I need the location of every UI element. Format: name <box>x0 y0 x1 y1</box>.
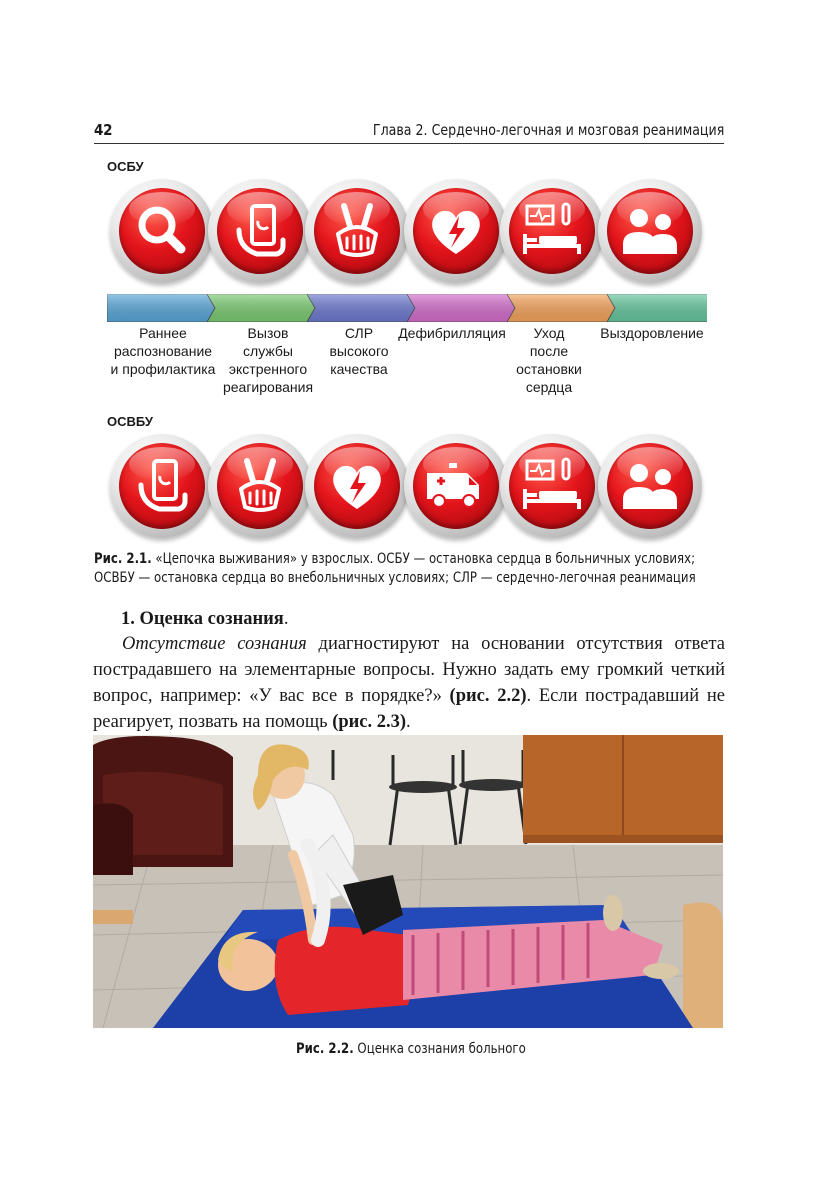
caption-text: «Цепочка выживания» у взрослых. ОСБУ — остановка сердца в больничных условиях; <box>151 551 696 567</box>
step-label-post-arrest-care: Уход после остановки сердца <box>516 325 582 395</box>
figure-caption-2-1-line1 <box>94 551 695 567</box>
chain-of-survival-arrow-band <box>107 294 707 322</box>
magnifier-icon <box>110 179 214 283</box>
band-segment-shine <box>107 294 215 322</box>
page-number: 42 <box>94 121 113 139</box>
italic-term: Отсутствие сознания <box>122 634 307 654</box>
figure-reference-link[interactable]: (рис. 2.3) <box>332 712 407 732</box>
figure-caption-2-1-line2: ОСВБУ — остановка сердца во внебольничных условиях; СЛР — сердечно-легочная реанимация <box>94 570 696 586</box>
band-segment-shine <box>207 294 315 322</box>
step-label-defibrillation: Дефибрилляция <box>398 325 506 341</box>
group-label-osvbu: ОСВБУ <box>107 414 153 429</box>
step-label-call-emergency: Вызов службы экстренного реагирования <box>222 325 314 395</box>
figure-label: Рис. 2.2. <box>296 1041 354 1057</box>
band-segment-shine <box>607 294 707 322</box>
hospital-bed-monitor-icon <box>500 434 604 538</box>
heading-period: . <box>283 609 289 629</box>
band-segment-shine <box>407 294 515 322</box>
heart-defibrillation-icon <box>404 179 508 283</box>
step-label-early-recognition: Раннее распознование и профилактика <box>110 325 216 377</box>
step-label-recovery: Выздоровление <box>600 325 704 341</box>
para-text-3: . <box>406 712 411 732</box>
people-group-icon <box>598 179 702 283</box>
hospital-bed-monitor-icon <box>500 179 604 283</box>
header-rule <box>94 143 724 144</box>
cpr-hands-icon <box>305 179 409 283</box>
band-segment-shine <box>507 294 615 322</box>
phone-in-hand-icon <box>208 179 312 283</box>
phone-in-hand-icon <box>110 434 214 538</box>
photo-consciousness-assessment <box>93 735 723 1028</box>
para-text-1: диагностируют на основании отсутствия ответа пострадавшего на элементарные вопросы. Нужно задать ему громкий четкий вопрос, например: «У вас все в порядке?» <box>93 634 725 706</box>
body-paragraph <box>93 631 725 735</box>
people-group-icon <box>598 434 702 538</box>
para-text-2: . Если пострадавший не реагирует, позвать на помощь <box>93 686 726 732</box>
heart-defibrillation-icon <box>305 434 409 538</box>
figure-label: Рис. 2.1. <box>94 551 152 567</box>
ambulance-icon <box>404 434 508 538</box>
caption-text: Оценка сознания больного <box>353 1041 526 1057</box>
step-label-quality-cpr: СЛР высокого качества <box>329 325 389 377</box>
group-label-osbu: ОСБУ <box>107 159 144 174</box>
figure-reference-link[interactable]: (рис. 2.2) <box>449 686 527 706</box>
section-heading <box>121 606 288 632</box>
figure-caption-2-2 <box>296 1041 526 1057</box>
running-header-title: Глава 2. Сердечно-легочная и мозговая реанимация <box>372 121 724 139</box>
section-heading-text: 1. Оценка сознания <box>121 609 284 629</box>
cpr-hands-icon <box>208 434 312 538</box>
band-segment-shine <box>307 294 415 322</box>
